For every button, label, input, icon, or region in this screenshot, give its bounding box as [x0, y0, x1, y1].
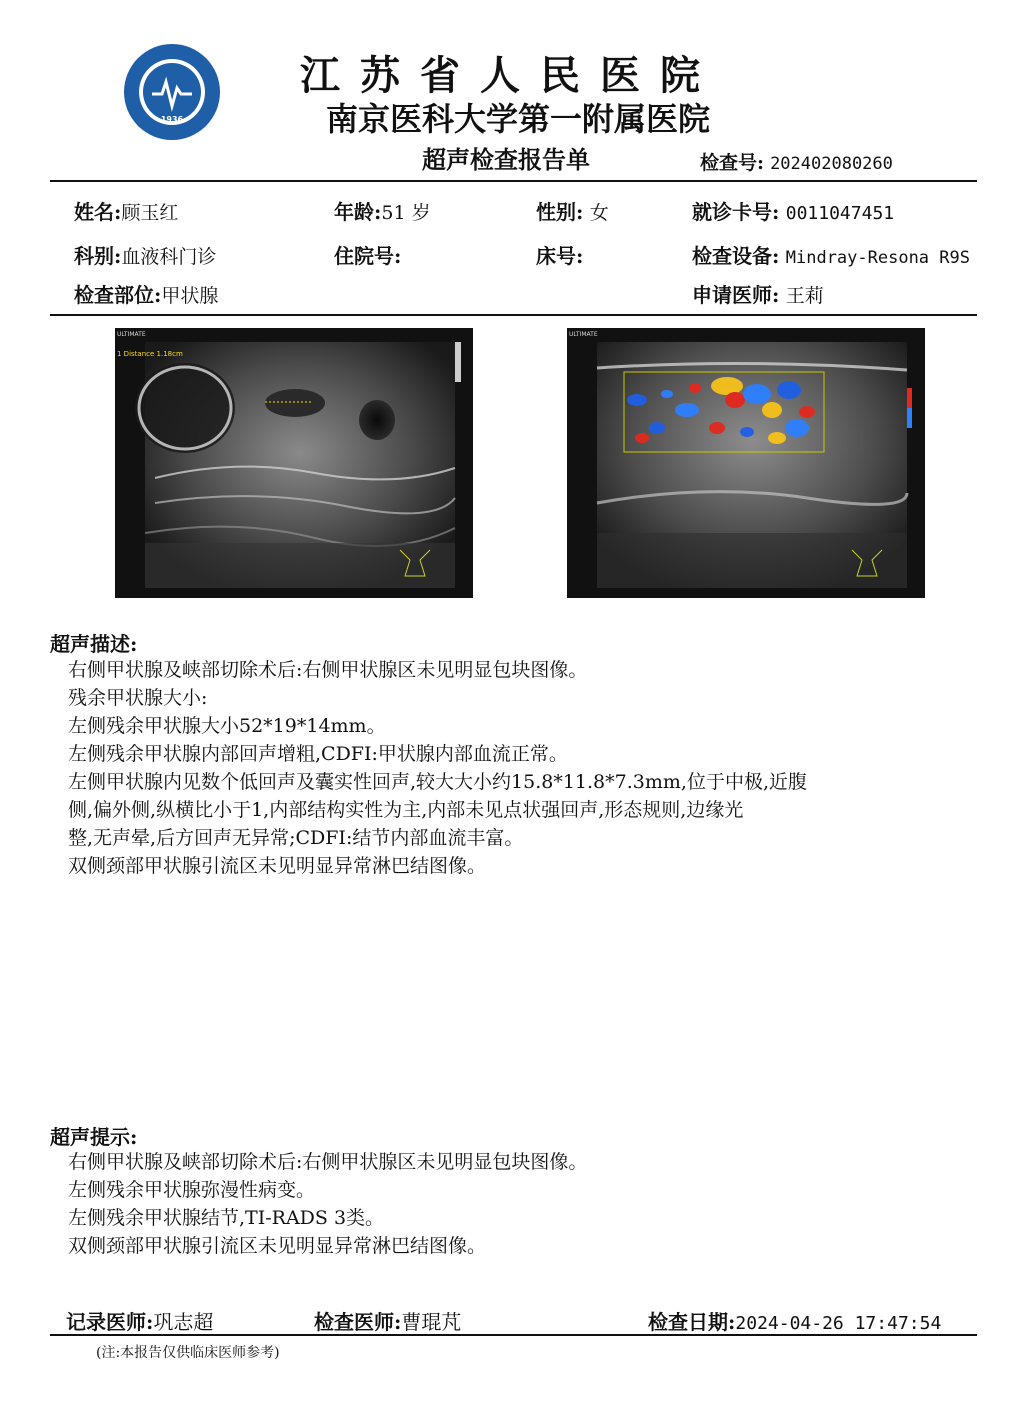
card-number [692, 196, 894, 225]
description-line: 侧,偏外侧,纵横比小于1,内部结构实性为主,内部未见点状强回声,形态规则,边缘光 [68, 799, 744, 821]
examining-doctor-label: 检查医师: [314, 1310, 402, 1334]
description-line: 左侧甲状腺内见数个低回声及囊实性回声,较大大小约15.8*11.8*7.3mm,位于中极,近腹 [68, 771, 807, 793]
description-text [68, 656, 807, 880]
inpatient-number-label: 住院号: [334, 244, 402, 268]
card-number-value: 0011047451 [785, 203, 895, 224]
department [74, 240, 216, 269]
hospital-logo [122, 42, 222, 142]
exam-device [692, 240, 970, 269]
requesting-doctor [692, 279, 824, 308]
patient-sex-value: 女 [589, 202, 609, 224]
bed-number-label: 床号: [536, 244, 584, 268]
exam-site-value: 甲状腺 [161, 285, 219, 307]
conclusion-heading: 超声提示: [50, 1125, 138, 1149]
examining-doctor-value: 曹琨芃 [401, 1310, 462, 1334]
conclusion-line: 右侧甲状腺及峡部切除术后:右侧甲状腺区未见明显包块图像。 [68, 1151, 588, 1173]
svg-text:1936: 1936 [160, 115, 184, 124]
exam-number-label: 检查号: [700, 152, 765, 174]
conclusion-line: 左侧残余甲状腺弥漫性病变。 [68, 1179, 316, 1201]
exam-number [700, 148, 893, 175]
svg-text:ULTIMATE: ULTIMATE [117, 331, 146, 338]
description-line: 双侧颈部甲状腺引流区未见明显异常淋巴结图像。 [68, 855, 487, 877]
description-line: 右侧甲状腺及峡部切除术后:右侧甲状腺区未见明显包块图像。 [68, 659, 588, 681]
measurement-caption: 1 Distance 1.18cm [117, 350, 183, 358]
hospital-subname: 南京医科大学第一附属医院 [326, 100, 711, 138]
examining-doctor [314, 1306, 461, 1335]
description-line: 残余甲状腺大小: [68, 687, 208, 709]
description-heading: 超声描述: [50, 632, 138, 656]
conclusion-line: 双侧颈部甲状腺引流区未见明显异常淋巴结图像。 [68, 1235, 487, 1257]
recording-doctor-label: 记录医师: [66, 1310, 154, 1334]
footer-divider [50, 1334, 977, 1336]
ultrasound-image-doppler [567, 328, 925, 598]
patient-name [74, 196, 178, 225]
exam-device-label: 检查设备: [692, 244, 780, 268]
patient-sex [536, 196, 609, 225]
patient-age-label: 年龄: [334, 200, 382, 224]
recording-doctor [66, 1306, 213, 1335]
exam-site [74, 279, 218, 308]
description-line: 左侧残余甲状腺大小52*19*14mm。 [68, 715, 386, 737]
exam-date [648, 1306, 941, 1335]
exam-date-label: 检查日期: [648, 1310, 736, 1334]
inpatient-number [334, 240, 401, 269]
department-label: 科别: [74, 244, 122, 268]
info-divider [50, 314, 977, 316]
description-line: 左侧残余甲状腺内部回声增粗,CDFI:甲状腺内部血流正常。 [68, 743, 568, 765]
exam-number-value: 202402080260 [770, 154, 893, 174]
exam-site-label: 检查部位: [74, 283, 162, 307]
ultrasound-image-bmode [115, 328, 473, 598]
exam-date-value: 2024-04-26 17:47:54 [735, 1313, 942, 1334]
header-divider [50, 180, 977, 182]
report-title: 超声检查报告单 [422, 145, 590, 174]
exam-device-value: Mindray-Resona R9S [785, 248, 970, 268]
hospital-name: 江苏省人民医院 [300, 52, 720, 99]
conclusion-line: 左侧残余甲状腺结节,TI-RADS 3类。 [68, 1207, 385, 1229]
svg-text:ULTIMATE: ULTIMATE [569, 331, 598, 338]
patient-name-value: 顾玉红 [121, 202, 179, 224]
bed-number [536, 240, 583, 269]
disclaimer-note: (注:本报告仅供临床医师参考) [96, 1345, 280, 1361]
card-number-label: 就诊卡号: [692, 200, 780, 224]
description-line: 整,无声晕,后方回声无异常;CDFI:结节内部血流丰富。 [68, 827, 524, 849]
patient-sex-label: 性别: [536, 200, 584, 224]
conclusion-text [68, 1148, 587, 1260]
patient-name-label: 姓名: [74, 200, 122, 224]
patient-age [334, 196, 431, 225]
requesting-doctor-label: 申请医师: [692, 283, 780, 307]
department-value: 血液科门诊 [121, 246, 217, 268]
recording-doctor-value: 巩志超 [153, 1310, 214, 1334]
requesting-doctor-value: 王莉 [785, 285, 824, 307]
patient-age-value: 51 岁 [381, 202, 431, 224]
